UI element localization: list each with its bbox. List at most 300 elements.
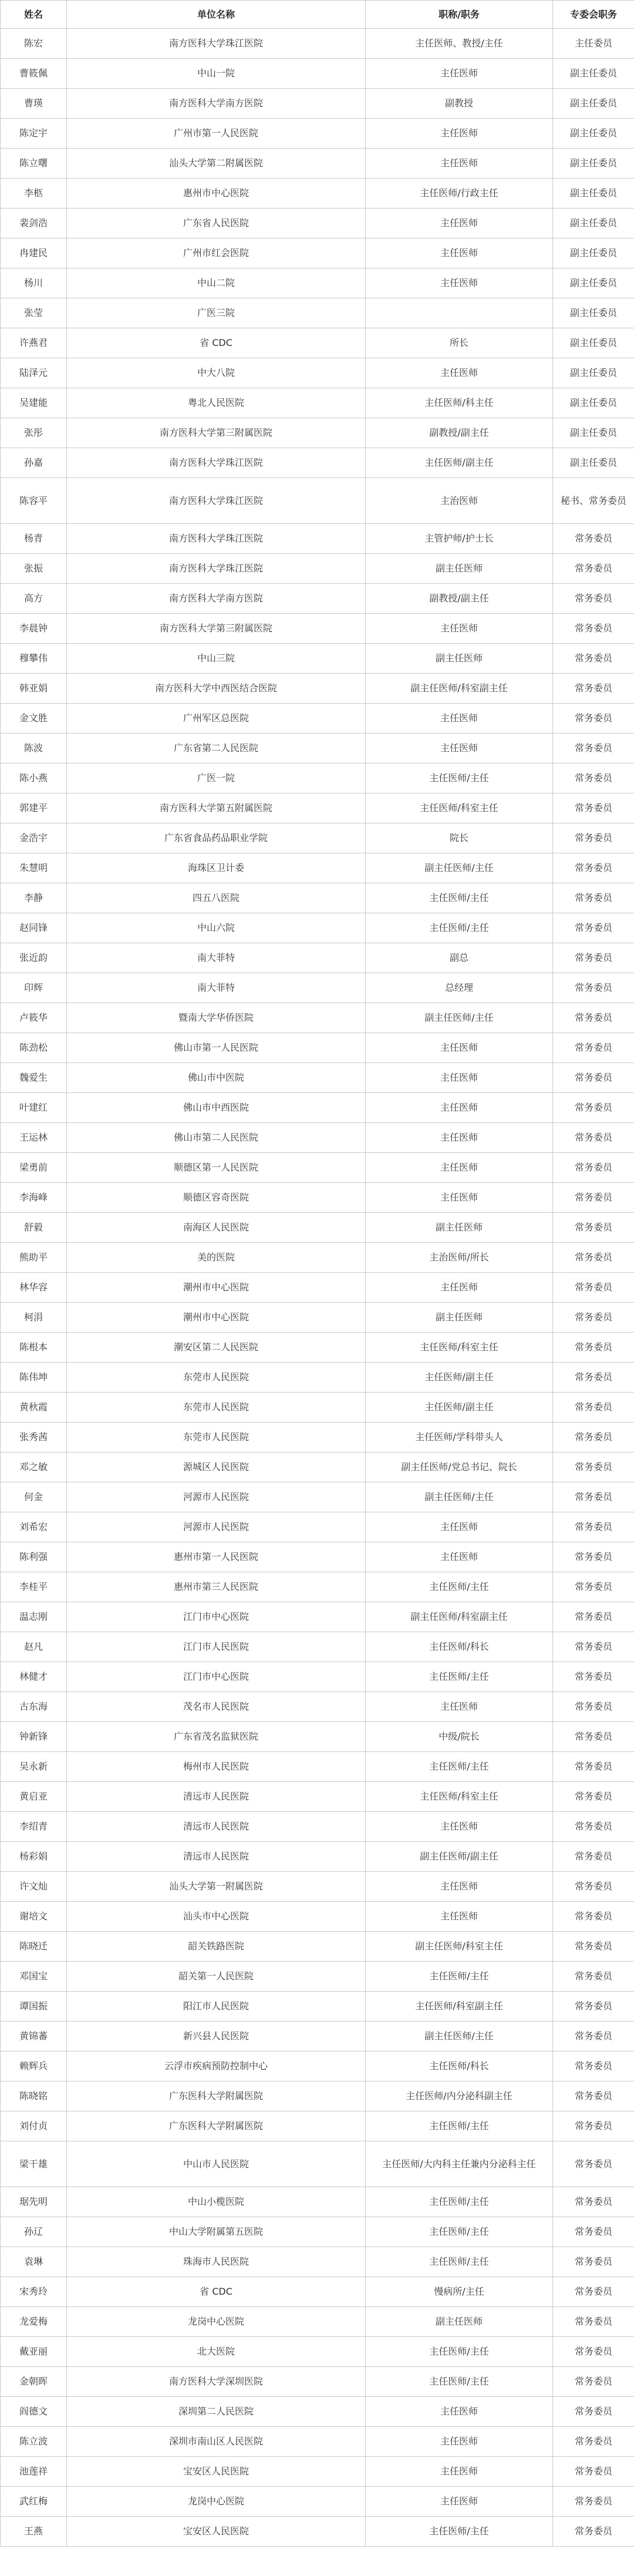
cell-name: 印辉 [1,973,67,1003]
table-row [1,238,634,268]
cell-name: 高方 [1,584,67,614]
cell-committee-role: 副主任委员 [553,358,634,388]
cell-name: 陈伟坤 [1,1363,67,1393]
cell-name: 陆泽元 [1,358,67,388]
cell-committee-role: 副主任委员 [553,448,634,478]
cell-organization: 佛山市中医院 [67,1063,366,1093]
cell-organization: 龙岗中心医院 [67,2487,366,2517]
cell-title: 主任医师/主任 [366,2247,553,2277]
cell-organization: 茂名市人民医院 [67,1692,366,1722]
cell-title: 主任医师 [366,1512,553,1542]
cell-title: 中级/院长 [366,1722,553,1752]
cell-name: 陈晓迁 [1,1932,67,1962]
header-committee-role: 专委会职务 [553,1,634,29]
cell-name: 邓国宝 [1,1962,67,1992]
cell-committee-role: 常务委员 [553,1452,634,1482]
cell-name: 刘付贞 [1,2111,67,2141]
cell-committee-role: 常务委员 [553,883,634,913]
cell-organization: 广医三院 [67,298,366,328]
cell-committee-role: 常务委员 [553,614,634,644]
table-row [1,2022,634,2052]
table-row [1,1692,634,1722]
cell-title: 主任医师 [366,1093,553,1123]
cell-name: 王运林 [1,1123,67,1153]
cell-committee-role: 副主任委员 [553,208,634,238]
cell-title: 主任医师 [366,2397,553,2427]
cell-committee-role: 常务委员 [553,524,634,554]
cell-title: 主任医师 [366,1812,553,1842]
cell-title: 主任医师/主任 [366,764,553,793]
table-row [1,2517,634,2547]
cell-committee-role: 常务委员 [553,1303,634,1333]
cell-name: 何金 [1,1482,67,1512]
cell-name: 穆攀伟 [1,644,67,674]
cell-title: 主任医师/主任 [366,2337,553,2367]
cell-committee-role: 常务委员 [553,1243,634,1273]
table-row [1,1542,634,1572]
cell-committee-role: 常务委员 [553,1722,634,1752]
cell-title: 主任医师 [366,1872,553,1902]
table-row [1,2217,634,2247]
table-row [1,2187,634,2217]
table-row [1,2457,634,2487]
cell-name: 陈晓铭 [1,2081,67,2111]
cell-organization: 东莞市人民医院 [67,1363,366,1393]
table-row [1,89,634,119]
cell-name: 钟新锋 [1,1722,67,1752]
table-row [1,1033,634,1063]
cell-committee-role: 常务委员 [553,1153,634,1183]
cell-committee-role: 常务委员 [553,2187,634,2217]
cell-committee-role: 常务委员 [553,1003,634,1033]
cell-committee-role: 常务委员 [553,2247,634,2277]
cell-organization: 韶关第一人民医院 [67,1962,366,1992]
table-row [1,2307,634,2337]
cell-committee-role: 常务委员 [553,2457,634,2487]
cell-committee-role: 常务委员 [553,1992,634,2022]
cell-name: 琚先明 [1,2187,67,2217]
cell-title: 主任医师/行政主任 [366,179,553,208]
cell-organization: 广东省茂名监狱医院 [67,1722,366,1752]
cell-title: 主任医师/副主任 [366,1363,553,1393]
cell-organization: 阳江市人民医院 [67,1992,366,2022]
cell-organization: 潮州市中心医院 [67,1273,366,1303]
cell-title: 副主任医师/主任 [366,853,553,883]
cell-name: 陈波 [1,734,67,764]
cell-committee-role: 常务委员 [553,1962,634,1992]
cell-committee-role: 常务委员 [553,764,634,793]
cell-title: 主任医师 [366,734,553,764]
cell-name: 李柩 [1,179,67,208]
cell-title: 副主任医师/主任 [366,1482,553,1512]
cell-title: 主任医师 [366,358,553,388]
table-row [1,1243,634,1273]
table-row [1,328,634,358]
cell-organization: 中山六院 [67,913,366,943]
cell-organization: 海珠区卫计委 [67,853,366,883]
cell-title: 主任医师 [366,119,553,149]
cell-committee-role: 副主任委员 [553,179,634,208]
cell-committee-role: 常务委员 [553,1902,634,1932]
cell-committee-role: 常务委员 [553,2427,634,2457]
cell-committee-role: 常务委员 [553,2517,634,2547]
cell-title: 主任医师 [366,614,553,644]
cell-organization: 东莞市人民医院 [67,1422,366,1452]
cell-committee-role: 常务委员 [553,1422,634,1452]
table-row [1,2367,634,2397]
table-row [1,448,634,478]
cell-title [366,298,553,328]
cell-organization: 惠州市中心医院 [67,179,366,208]
table-row [1,2247,634,2277]
cell-committee-role: 常务委员 [553,2022,634,2052]
cell-title: 主任医师 [366,238,553,268]
cell-name: 杨川 [1,268,67,298]
table-row [1,554,634,584]
cell-organization: 江门市人民医院 [67,1632,366,1662]
cell-organization: 深圳市南山区人民医院 [67,2427,366,2457]
table-row [1,1572,634,1602]
cell-name: 林健才 [1,1662,67,1692]
table-row [1,1393,634,1422]
table-row [1,179,634,208]
cell-name: 冉建民 [1,238,67,268]
table-row [1,584,634,614]
cell-organization: 广医一院 [67,764,366,793]
cell-name: 陈根本 [1,1333,67,1363]
cell-organization: 河源市人民医院 [67,1482,366,1512]
cell-name: 柯涓 [1,1303,67,1333]
cell-name: 朱慧明 [1,853,67,883]
cell-organization: 粤北人民医院 [67,388,366,418]
cell-organization: 中山小榄医院 [67,2187,366,2217]
cell-committee-role: 常务委员 [553,2277,634,2307]
cell-organization: 宝安区人民医院 [67,2457,366,2487]
cell-title: 主任医师/科室主任 [366,793,553,823]
cell-organization: 北大医院 [67,2337,366,2367]
table-row [1,478,634,524]
cell-committee-role: 常务委员 [553,584,634,614]
cell-committee-role: 主任委员 [553,29,634,59]
cell-name: 梁勇前 [1,1153,67,1183]
cell-organization: 云浮市疾病预防控制中心 [67,2052,366,2081]
cell-title: 慢病所/主任 [366,2277,553,2307]
cell-committee-role: 常务委员 [553,2141,634,2187]
cell-name: 池莲祥 [1,2457,67,2487]
cell-committee-role: 常务委员 [553,1872,634,1902]
cell-organization: 汕头大学第二附属医院 [67,149,366,179]
cell-title: 副主任医师/科室副主任 [366,674,553,704]
cell-name: 林华容 [1,1273,67,1303]
table-row [1,418,634,448]
table-row [1,1662,634,1692]
cell-title: 主任医师 [366,1153,553,1183]
cell-organization: 广东医科大学附属医院 [67,2081,366,2111]
cell-title: 副主任医师/副主任 [366,1842,553,1872]
cell-name: 张振 [1,554,67,584]
cell-committee-role: 常务委员 [553,793,634,823]
cell-title: 主任医师/主任 [366,1962,553,1992]
table-row [1,208,634,238]
cell-name: 陈劲松 [1,1033,67,1063]
cell-name: 张近韵 [1,943,67,973]
cell-title: 副教授 [366,89,553,119]
cell-committee-role: 常务委员 [553,2307,634,2337]
cell-organization: 潮安区第二人民医院 [67,1333,366,1363]
table-row [1,1932,634,1962]
cell-name: 阎德文 [1,2397,67,2427]
cell-name: 陈立波 [1,2427,67,2457]
table-row [1,1782,634,1812]
cell-title: 主任医师/主任 [366,2517,553,2547]
cell-committee-role: 副主任委员 [553,238,634,268]
cell-organization: 梅州市人民医院 [67,1752,366,1782]
cell-name: 杨青 [1,524,67,554]
cell-name: 裴剑浩 [1,208,67,238]
table-row [1,1842,634,1872]
table-row [1,29,634,59]
cell-committee-role: 常务委员 [553,2367,634,2397]
table-row [1,674,634,704]
cell-title: 主任医师 [366,1033,553,1063]
cell-title: 主任医师 [366,1123,553,1153]
cell-title: 副教授/副主任 [366,418,553,448]
cell-title: 主任医师/副主任 [366,1393,553,1422]
cell-committee-role: 常务委员 [553,1512,634,1542]
cell-committee-role: 常务委员 [553,1033,634,1063]
cell-committee-role: 常务委员 [553,1482,634,1512]
cell-organization: 美的医院 [67,1243,366,1273]
cell-title: 主任医师 [366,149,553,179]
table-row [1,2427,634,2457]
table-row [1,883,634,913]
header-title: 职称/职务 [366,1,553,29]
table-row [1,2141,634,2187]
cell-title: 副教授/副主任 [366,584,553,614]
cell-committee-role: 副主任委员 [553,328,634,358]
cell-organization: 珠海市人民医院 [67,2247,366,2277]
cell-title: 主任医师 [366,704,553,734]
table-row [1,1752,634,1782]
cell-committee-role: 常务委员 [553,853,634,883]
cell-title: 院长 [366,823,553,853]
cell-committee-role: 常务委员 [553,943,634,973]
cell-committee-role: 副主任委员 [553,59,634,89]
cell-organization: 中山三院 [67,644,366,674]
cell-organization: 南方医科大学珠江医院 [67,29,366,59]
cell-name: 魏爱生 [1,1063,67,1093]
cell-title: 主任医师/主任 [366,2187,553,2217]
cell-organization: 南方医科大学南方医院 [67,584,366,614]
cell-name: 陈宏 [1,29,67,59]
table-row [1,1602,634,1632]
cell-name: 金朝晖 [1,2367,67,2397]
cell-committee-role: 常务委员 [553,644,634,674]
table-row [1,1093,634,1123]
table-row [1,2052,634,2081]
cell-title: 主任医师/科室副主任 [366,1992,553,2022]
cell-committee-role: 常务委员 [553,1632,634,1662]
cell-committee-role: 常务委员 [553,1123,634,1153]
cell-title: 副主任医师/党总书记、院长 [366,1452,553,1482]
cell-committee-role: 常务委员 [553,734,634,764]
cell-title: 主任医师/主任 [366,2367,553,2397]
cell-organization: 南方医科大学第三附属医院 [67,418,366,448]
cell-committee-role: 常务委员 [553,1752,634,1782]
cell-committee-role: 常务委员 [553,1393,634,1422]
cell-committee-role: 常务委员 [553,913,634,943]
table-row [1,1422,634,1452]
cell-organization: 广东医科大学附属医院 [67,2111,366,2141]
cell-title: 副主任医师 [366,554,553,584]
cell-organization: 中山二院 [67,268,366,298]
cell-organization: 省 CDC [67,2277,366,2307]
cell-organization: 清远市人民医院 [67,1782,366,1812]
cell-title: 副主任医师/主任 [366,1003,553,1033]
cell-organization: 中山大学附属第五医院 [67,2217,366,2247]
cell-committee-role: 常务委员 [553,2487,634,2517]
cell-title: 主任医师 [366,1902,553,1932]
table-row [1,2111,634,2141]
cell-name: 陈小燕 [1,764,67,793]
cell-committee-role: 常务委员 [553,1932,634,1962]
table-row [1,1303,634,1333]
cell-committee-role: 副主任委员 [553,388,634,418]
header-organization: 单位名称 [67,1,366,29]
cell-name: 赖辉兵 [1,2052,67,2081]
cell-organization: 暨南大学华侨医院 [67,1003,366,1033]
cell-organization: 江门市中心医院 [67,1602,366,1632]
table-row [1,1962,634,1992]
cell-organization: 佛山市第二人民医院 [67,1123,366,1153]
cell-organization: 南方医科大学深圳医院 [67,2367,366,2397]
cell-title: 副主任医师 [366,644,553,674]
cell-title: 主任医师、教授/主任 [366,29,553,59]
table-row [1,2081,634,2111]
table-row [1,793,634,823]
table-row [1,943,634,973]
table-row [1,1213,634,1243]
cell-name: 张彤 [1,418,67,448]
table-row [1,1452,634,1482]
cell-committee-role: 副主任委员 [553,149,634,179]
table-row [1,2277,634,2307]
cell-committee-role: 常务委员 [553,704,634,734]
cell-committee-role: 副主任委员 [553,119,634,149]
cell-committee-role: 常务委员 [553,1782,634,1812]
cell-organization: 广州市红会医院 [67,238,366,268]
cell-committee-role: 常务委员 [553,1363,634,1393]
cell-title: 副主任医师/科室主任 [366,1932,553,1962]
cell-title: 主任医师 [366,1542,553,1572]
cell-organization: 汕头市中心医院 [67,1902,366,1932]
cell-organization: 源城区人民医院 [67,1452,366,1482]
table-row [1,614,634,644]
cell-title: 主任医师/主任 [366,913,553,943]
cell-organization: 广州军区总医院 [67,704,366,734]
cell-title: 主任医师/学科带头人 [366,1422,553,1452]
cell-name: 韩亚娟 [1,674,67,704]
table-row [1,2487,634,2517]
cell-organization: 佛山市第一人民医院 [67,1033,366,1063]
cell-title: 主任医师 [366,2457,553,2487]
table-row [1,853,634,883]
cell-organization: 广东省食品药品职业学院 [67,823,366,853]
cell-committee-role: 常务委员 [553,1183,634,1213]
cell-title: 所长 [366,328,553,358]
cell-organization: 南大菲特 [67,943,366,973]
cell-organization: 惠州市第一人民医院 [67,1542,366,1572]
cell-title: 主任医师 [366,1273,553,1303]
cell-title: 副主任医师 [366,1303,553,1333]
table-row [1,358,634,388]
cell-name: 陈定宇 [1,119,67,149]
cell-organization: 南大菲特 [67,973,366,1003]
cell-committee-role: 常务委员 [553,823,634,853]
cell-title: 主任医师/科长 [366,1632,553,1662]
cell-committee-role: 常务委员 [553,2081,634,2111]
table-row [1,1363,634,1393]
cell-title: 主任医师/大内科主任兼内分泌科主任 [366,2141,553,2187]
table-row [1,913,634,943]
cell-committee-role: 常务委员 [553,2052,634,2081]
cell-organization: 龙岗中心医院 [67,2307,366,2337]
table-row [1,524,634,554]
cell-name: 杨彩娟 [1,1842,67,1872]
cell-committee-role: 常务委员 [553,1213,634,1243]
cell-title: 主任医师/内分泌科副主任 [366,2081,553,2111]
cell-title: 主任医师 [366,2487,553,2517]
table-row [1,1003,634,1033]
cell-title: 主任医师/科主任 [366,388,553,418]
table-row [1,2397,634,2427]
table-row [1,298,634,328]
cell-name: 温志刚 [1,1602,67,1632]
cell-organization: 顺德区第一人民医院 [67,1153,366,1183]
cell-committee-role: 常务委员 [553,1572,634,1602]
table-row [1,1872,634,1902]
table-row [1,1722,634,1752]
cell-title: 主任医师/主任 [366,883,553,913]
cell-name: 刘希宏 [1,1512,67,1542]
table-row [1,823,634,853]
cell-name: 孙辽 [1,2217,67,2247]
cell-title: 主任医师 [366,2427,553,2457]
cell-organization: 南方医科大学珠江医院 [67,448,366,478]
cell-name: 黄启亚 [1,1782,67,1812]
table-row [1,704,634,734]
cell-committee-role: 秘书、常务委员 [553,478,634,524]
cell-organization: 南方医科大学第五附属医院 [67,793,366,823]
cell-organization: 南海区人民医院 [67,1213,366,1243]
cell-title: 主任医师/主任 [366,1662,553,1692]
table-row [1,1992,634,2022]
cell-committee-role: 常务委员 [553,2397,634,2427]
cell-organization: 南方医科大学第三附属医院 [67,614,366,644]
cell-name: 李晨钟 [1,614,67,644]
table-row [1,1902,634,1932]
table-row [1,1153,634,1183]
table-row [1,1482,634,1512]
cell-committee-role: 副主任委员 [553,418,634,448]
table-row [1,59,634,89]
cell-title: 主任医师/主任 [366,2111,553,2141]
cell-name: 张秀茜 [1,1422,67,1452]
cell-name: 李海峰 [1,1183,67,1213]
cell-title: 主任医师/科长 [366,2052,553,2081]
cell-name: 陈立曙 [1,149,67,179]
cell-name: 赵凡 [1,1632,67,1662]
